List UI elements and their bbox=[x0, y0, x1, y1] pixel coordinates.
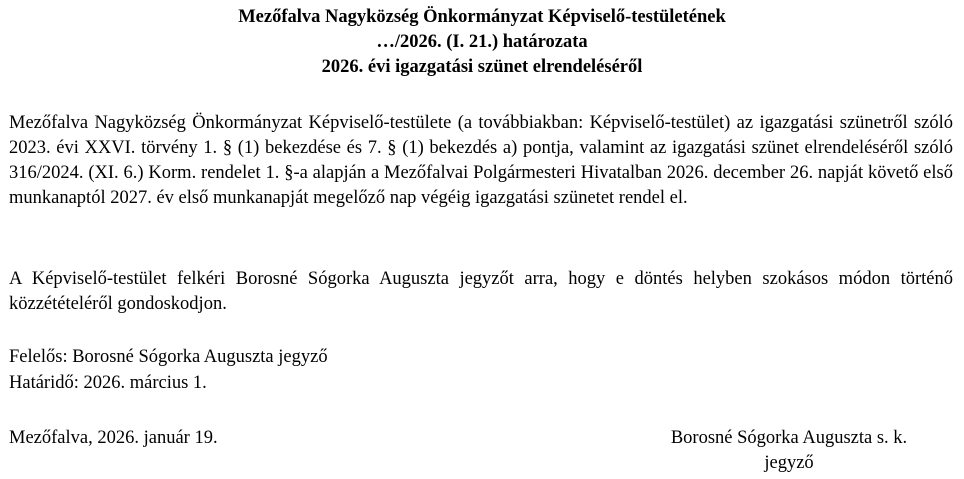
title-line-resolution-number: …/2026. (I. 21.) határozata bbox=[376, 32, 588, 52]
title-line-subject: 2026. évi igazgatási szünet elrendeléséről bbox=[321, 57, 643, 77]
signature-block bbox=[626, 426, 952, 476]
place-date: Mezőfalva, 2026. január 19. bbox=[9, 428, 218, 448]
signatory-name: Borosné Sógorka Auguszta s. k. bbox=[670, 428, 908, 448]
responsible-line: Felelős: Borosné Sógorka Auguszta jegyző bbox=[9, 347, 328, 367]
request-paragraph: A Képviselő-testület felkéri Borosné Sógorka Auguszta jegyzőt arra, hogy e döntés helyben szokásos módon történő közzétételéről gondoskodjon. bbox=[9, 269, 953, 314]
title-line-body: Mezőfalva Nagyközség Önkormányzat Képviselő-testületének bbox=[238, 7, 726, 27]
document-title bbox=[0, 5, 964, 80]
resolution-paragraph: Mezőfalva Nagyközség Önkormányzat Képviselő-testülete (a továbbiakban: Képviselő-testület) az igazgatási szünetről szóló 2023. évi XXVI. törvény 1. § (1) bekezdése és 7. § (1) bekezdés a) pontja, valamint az igazgatási szünet elrendeléséről szóló 316/2024. (XI. 6.) Korm. rendelet 1. §-a alapján a Mezőfalvai Polgármesteri Hivatalban 2026. december 26. napját követő első munkanaptól 2027. év első munkanapját megelőző nap végéig igazgatási szünetet rendel el. bbox=[9, 113, 953, 208]
signatory-title: jegyző bbox=[764, 453, 814, 473]
deadline-line: Határidő: 2026. március 1. bbox=[9, 373, 207, 393]
